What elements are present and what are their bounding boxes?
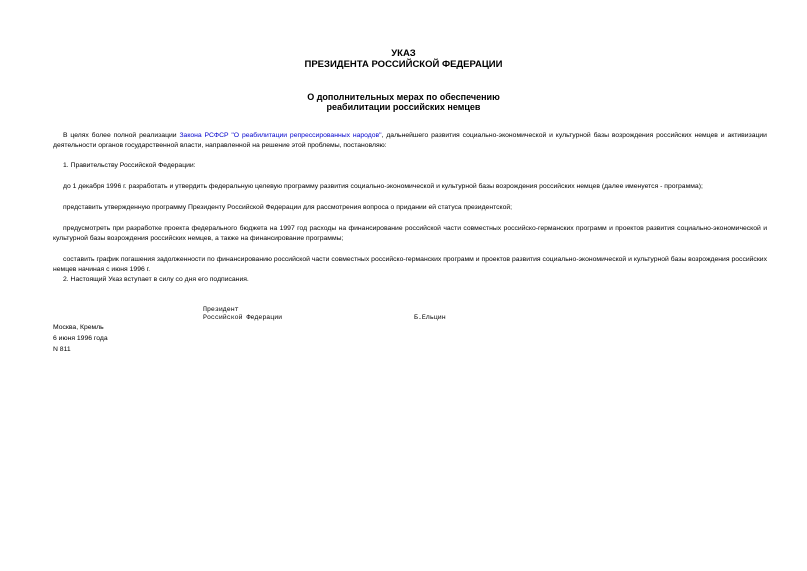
intro-text-post: , дальнейшего развития социально-экономической и культурной базы возрождения российских немцев и активизации деятельности органов государственной власти, направленной на решение этой проблемы, постановляю:	[53, 132, 767, 149]
item-1-subitem-c: предусмотреть при разработке проекта федерального бюджета на 1997 год расходы на финансирование российской части совместных российско-германских программ и проектов развития социально-экономической и культурной базы возрождения российских немцев, а также на финансирование программы;	[53, 225, 767, 242]
item-1-subitem-d: составить график погашения задолженности по финансированию российской части совместных российско-германских программ и проектов развития социально-экономической и культурной базы возрождения российских немцев начиная с июня 1996 г.	[53, 256, 767, 273]
item-1-subitem-a: до 1 декабря 1996 г. разработать и утвердить федеральную целевую программу развития социально-экономической и культурной базы возрождения российских немцев (далее именуется - программа);	[63, 183, 703, 190]
document-subject-heading	[0, 92, 807, 112]
heading-line-president: ПРЕЗИДЕНТА РОССИЙСКОЙ ФЕДЕРАЦИИ	[304, 59, 503, 70]
item-2: 2. Настоящий Указ вступает в силу со дня его подписания.	[63, 276, 249, 283]
item-1-subitem-b: представить утвержденную программу Президенту Российской Федерации для рассмотрения вопроса о придании ей статуса президентской;	[63, 204, 513, 211]
item-1-heading: 1. Правительству Российской Федерации:	[63, 162, 196, 169]
signature-name: Б.Ельцин	[414, 314, 446, 321]
intro-text-pre: В целях более полной реализации	[63, 132, 180, 139]
intro-paragraph	[53, 131, 767, 151]
decree-number: N 811	[53, 346, 71, 353]
subject-line-1: О дополнительных мерах по обеспечению	[307, 92, 500, 102]
subject-line-2: реабилитации российских немцев	[326, 102, 481, 112]
document-type-heading	[0, 48, 807, 70]
signing-place: Москва, Кремль	[53, 324, 104, 331]
signature-title-line-2: Российской Федерации	[203, 314, 283, 321]
law-link[interactable]: Закона РСФСР "О реабилитации репрессированных народов"	[179, 132, 382, 139]
signature-title-line-1: Президент	[203, 306, 239, 313]
signing-date: 6 июня 1996 года	[53, 335, 108, 342]
heading-line-decree: УКАЗ	[391, 48, 416, 59]
